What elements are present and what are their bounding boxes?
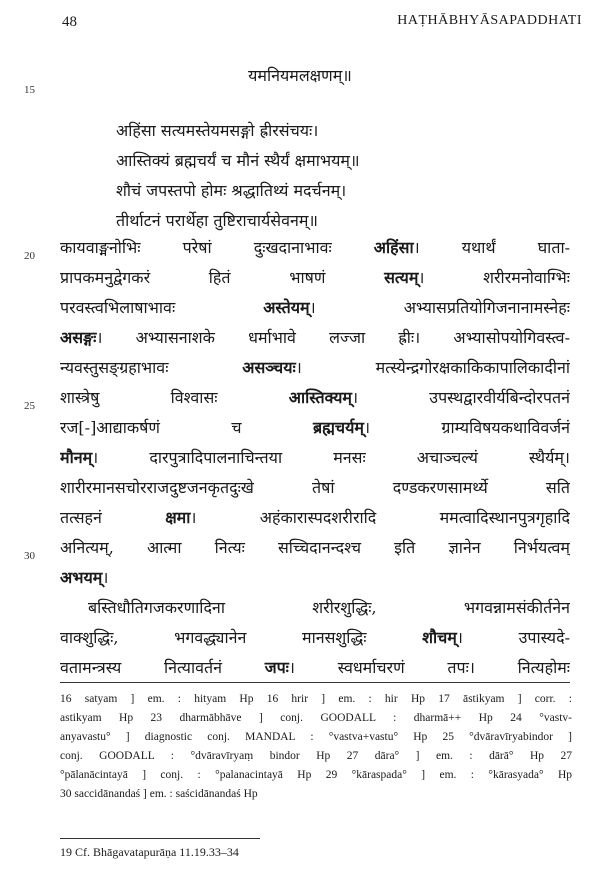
- commentary-line: वाक्शुद्धिः, भगवद्ध्यानेन मानसशुद्धिः शौचम्। उपास्यदे-: [60, 628, 570, 647]
- key-term: आस्तिक्यम्: [288, 388, 352, 407]
- commentary-line: तत्सहनं क्षमा। अहंकारास्पदशरीरादि ममत्वादिस्थानपुत्रगृहादि: [60, 508, 570, 527]
- verse-title: यमनियमलक्षणम्॥: [248, 66, 352, 85]
- key-term: मौनम्: [60, 448, 93, 467]
- commentary-line: अनित्यम्, आत्मा नित्यः सच्चिदानन्दश्च इति ज्ञानेन निर्भयत्वम्: [60, 538, 570, 557]
- commentary-line: परवस्त्वभिलाषाभावः अस्तेयम्। अभ्यासप्रतियोगिजनानामस्नेहः: [60, 298, 570, 317]
- line-marker-20: 20: [24, 250, 35, 262]
- apparatus-line: astikyam Hp 23 dharmābhāve ] conj. GOODALL : dharmā++ Hp 24 °vastv-: [60, 712, 572, 724]
- commentary-line: रज[-]आद्याकर्षणं च ब्रह्मचर्यम्। ग्राम्यविषयकथाविवर्जनं: [60, 418, 570, 437]
- commentary-block: [60, 233, 570, 683]
- key-term: अभयम्: [60, 568, 103, 587]
- running-head: HAṬHĀBHYĀSAPADDHATI: [397, 13, 582, 28]
- verse-block: [116, 116, 360, 236]
- key-term: अस्तेयम्: [263, 298, 310, 317]
- apparatus-line: conj. GOODALL : °dvāravīryaṃ bindor Hp 27 dāra° ] em. : dārā° Hp 27: [60, 750, 572, 762]
- apparatus-line: 16 satyam ] em. : hityam Hp 16 hrir ] em. : hir Hp 17 āstikyam ] corr. :: [60, 693, 572, 705]
- verse-line: शौचं जपस्तपो होमः श्रद्धातिथ्यं मदर्चनम्।: [116, 181, 347, 200]
- key-term: जपः: [264, 658, 289, 677]
- commentary-line: प्रापकमनुद्वेगकरं हितं भाषणं सत्यम्। शरीरमनोवाग्भिः: [60, 268, 570, 287]
- page-number: 48: [62, 14, 77, 30]
- apparatus-line: 30 saccidānandaś ] em. : saścidānandaś Hp: [60, 788, 258, 800]
- key-term: क्षमा: [165, 508, 191, 527]
- commentary-line: शारीरमानसचोरराजदुष्टजनकृतदुःखे तेषां दण्डकरणसामर्थ्ये सति: [60, 478, 570, 497]
- commentary-line: वतामन्त्रस्य नित्यावर्तनं जपः। स्वधर्माचरणं तपः। नित्यहोमः: [60, 658, 570, 677]
- commentary-line: कायवाङ्मनोभिः परेषां दुःखदानाभावः अहिंसा। यथार्थं घाता-: [60, 238, 570, 257]
- commentary-line: शास्त्रेषु विश्वासः आस्तिक्यम्। उपस्थद्वारवीर्यबिन्दोरपतनं: [60, 388, 570, 407]
- commentary-line: बस्तिधौतिगजकरणादिना शरीरशुद्धिः, भगवन्नामसंकीर्तनेन: [88, 598, 570, 617]
- line-marker-30: 30: [24, 550, 35, 562]
- commentary-line: मौनम्। दारपुत्रादिपालनाचिन्तया मनसः अचाञ्चल्यं स्थैर्यम्।: [60, 448, 570, 467]
- verse-line: तीर्थाटनं परार्थेहा तुष्टिराचार्यसेवनम्॥: [116, 211, 319, 230]
- sources-divider: [60, 838, 260, 839]
- commentary-line: न्यवस्तुसङ्ग्रहाभावः असञ्चयः। मत्स्येन्द्रगोरक्षकाकिकापालिकादीनां: [60, 358, 570, 377]
- line-marker-15: 15: [24, 84, 35, 96]
- commentary-line: असङ्गः। अभ्यासनाशके धर्माभावे लज्जा ह्रीः। अभ्यासोपयोगिवस्त्व-: [60, 328, 570, 347]
- key-term: असङ्गः: [60, 328, 97, 347]
- apparatus-divider: [60, 682, 570, 683]
- key-term: ब्रह्मचर्यम्: [312, 418, 364, 437]
- key-term: सत्यम्: [384, 268, 419, 287]
- apparatus-line: °pālanācintayā ] conj. : °palanacintayā Hp 29 °kāraspada° ] em. : °kārasyada° Hp: [60, 769, 572, 781]
- verse-line: आस्तिक्यं ब्रह्मचर्यं च मौनं स्थैर्यं क्षमाभयम्॥: [116, 151, 360, 170]
- key-term: अहिंसा: [373, 238, 414, 257]
- key-term: शौचम्: [422, 628, 457, 647]
- source-citation: 19 Cf. Bhāgavatapurāṇa 11.19.33–34: [60, 845, 239, 859]
- verse-line: अहिंसा सत्यमस्तेयमसङ्गो ह्रीरसंचयः।: [116, 121, 319, 140]
- line-marker-25: 25: [24, 400, 35, 412]
- key-term: असञ्चयः: [242, 358, 296, 377]
- apparatus-line: anyavastu° ] diagnostic conj. MANDAL : °vastva+vastu° Hp 25 °dvāravīryabindor ]: [60, 731, 572, 743]
- commentary-line: अभयम्।: [60, 568, 109, 587]
- critical-apparatus: [60, 690, 572, 804]
